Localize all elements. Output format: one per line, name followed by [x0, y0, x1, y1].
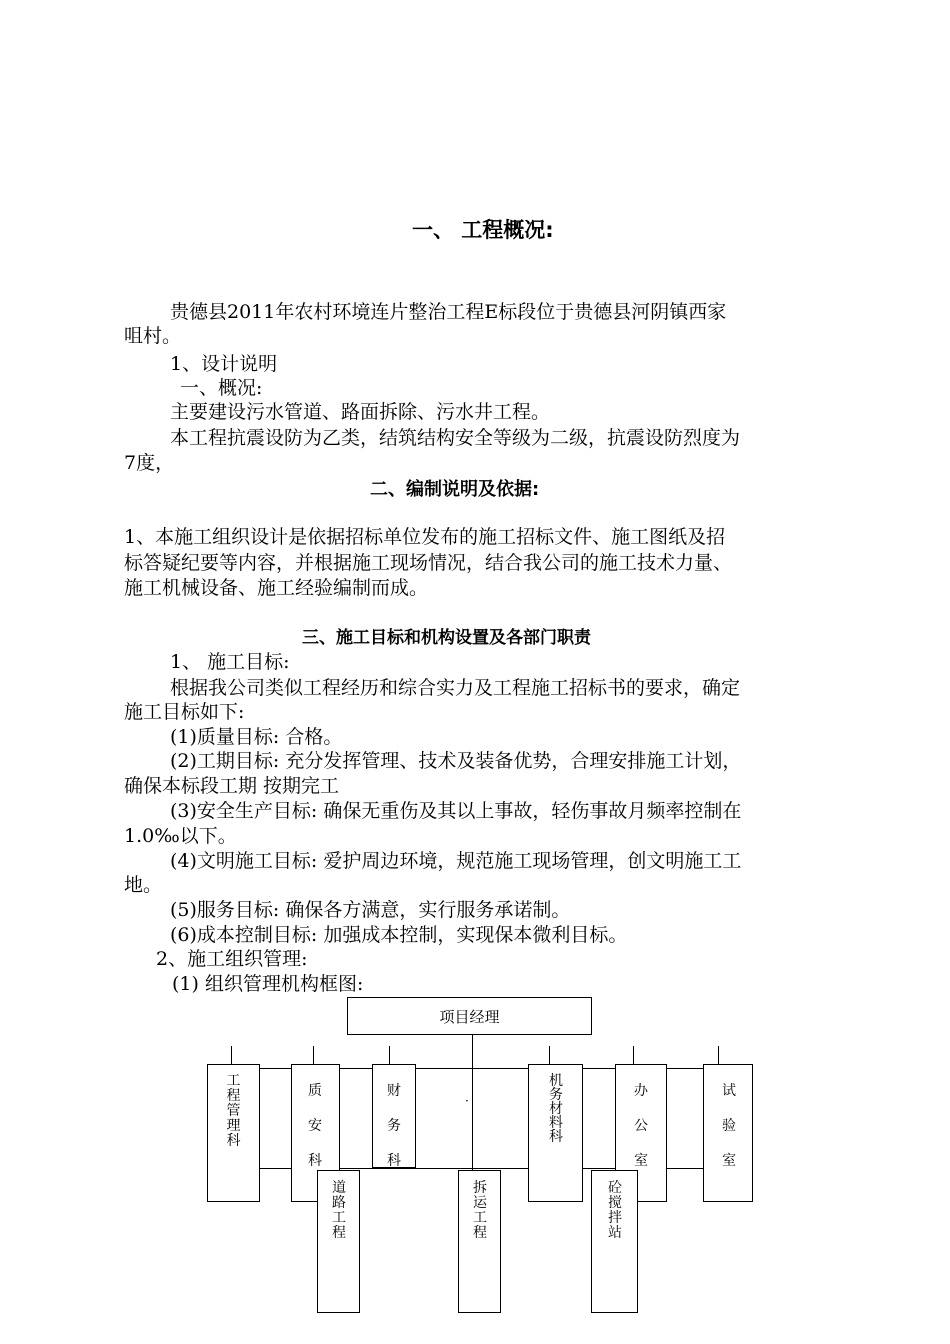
org-box-label: 试验室 [722, 1083, 736, 1169]
org-box-finance-dept [372, 1064, 416, 1168]
org-box-machinery-materials-dept [528, 1064, 583, 1202]
seismic-line-1: 本工程抗震设防为乙类，结筑结构安全等级为二级，抗震设防烈度为 [170, 427, 741, 449]
org-box-project-manager [347, 997, 592, 1035]
compile-line-1: 1、本施工组织设计是依据招标单位发布的施工招标文件、施工图纸及招 [124, 526, 726, 548]
goals-item-1: 1、 施工目标: [170, 651, 290, 673]
org-box-label: 机务材料科 [549, 1073, 563, 1145]
connector-vertical-main [472, 1034, 473, 1170]
goal-quality: (1)质量目标: 合格。 [170, 726, 343, 748]
compile-line-3: 施工机械设备、施工经验编制而成。 [124, 577, 429, 599]
org-box-label: 道路工程 [332, 1180, 346, 1241]
compile-line-2: 标答疑纪要等内容，并根据施工现场情况，结合我公司的施工技术力量、 [124, 552, 733, 574]
summary-title: 一、概况: [180, 377, 263, 399]
org-box-laboratory [703, 1064, 753, 1202]
org-box-engineering-dept [207, 1064, 260, 1202]
org-box-demolition-transport [458, 1170, 501, 1313]
section-heading-2: 二、编制说明及依据: [370, 479, 540, 500]
org-box-label: 财务科 [387, 1083, 401, 1169]
org-box-label: 质安科 [308, 1083, 322, 1169]
goal-service: (5)服务目标: 确保各方满意，实行服务承诺制。 [170, 899, 571, 921]
goal-cost: (6)成本控制目标: 加强成本控制，实现保本微利目标。 [170, 924, 628, 946]
seismic-line-2: 7度， [124, 452, 175, 474]
org-box-label: 办公室 [634, 1083, 648, 1169]
org-box-label: 工程管理科 [226, 1073, 241, 1149]
center-dot: · [465, 1094, 469, 1108]
org-box-label: 砼搅拌站 [608, 1180, 622, 1241]
goal-safety-line-2: 1.0‰以下。 [124, 825, 237, 847]
goals-item-2: 2、施工组织管理: [156, 948, 308, 970]
goal-civil-line-2: 地。 [124, 874, 163, 896]
org-box-concrete-mixing-station [591, 1170, 638, 1313]
section-heading-1: 一、 工程概况: [412, 218, 554, 242]
goals-basis-line-1: 根据我公司类似工程经历和综合实力及工程施工招标书的要求，确定 [170, 677, 741, 699]
goals-basis-line-2: 施工目标如下: [124, 701, 245, 723]
design-note: 1、设计说明 [170, 353, 278, 375]
intro-line-2: 咀村。 [124, 325, 182, 347]
org-box-road-works [317, 1170, 360, 1313]
goal-safety-line-1: (3)安全生产目标: 确保无重伤及其以上事故，轻伤事故月频率控制在 [170, 800, 742, 822]
goal-civil-line-1: (4)文明施工目标: 爱护周边环境，规范施工现场管理，创文明施工工 [170, 850, 742, 872]
org-box-label: 拆运工程 [473, 1180, 487, 1241]
intro-line-1: 贵德县2011年农村环境连片整治工程E标段位于贵德县河阴镇西家 [170, 301, 727, 323]
goal-schedule-line-2: 确保本标段工期 按期完工 [124, 775, 340, 797]
section-heading-3: 三、施工目标和机构设置及各部门职责 [302, 628, 591, 648]
chart-label: (1) 组织管理机构框图: [172, 973, 364, 995]
goal-schedule-line-1: (2)工期目标: 充分发挥管理、技术及装备优势，合理安排施工计划， [170, 750, 742, 772]
main-works: 主要建设污水管道、路面拆除、污水井工程。 [170, 401, 551, 423]
org-box-label: 项目经理 [439, 1008, 500, 1026]
